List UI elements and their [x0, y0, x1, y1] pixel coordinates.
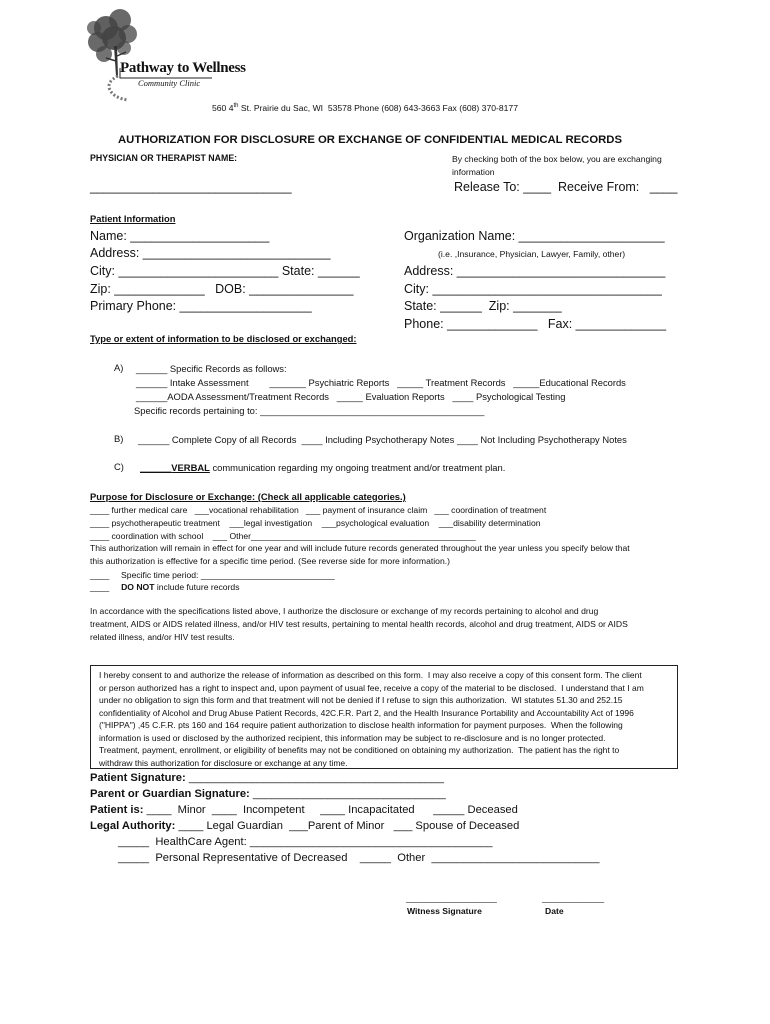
effect-text-2: this authorization is effective for a specific time period. (See reverse side for more information.) — [90, 556, 450, 566]
patient-zip-dob-field[interactable]: Zip: _____________ DOB: _______________ — [90, 282, 354, 296]
option-b-label: B) — [114, 433, 124, 444]
organization-hint: (i.e. ,Insurance, Physician, Lawyer, Family, other) — [438, 249, 626, 259]
patient-status-row[interactable]: Patient is: ____ Minor ____ Incompetent ____ Incapacitated _____ Deceased — [90, 804, 518, 816]
purpose-row-2[interactable]: ____ psychotherapeutic treatment ___legal investigation ___psychological evaluation ___disability determination — [90, 518, 541, 528]
specific-records-check[interactable]: ______ Specific Records as follows: — [136, 363, 287, 374]
option-a-label: A) — [114, 362, 124, 373]
consent-line: under no obligation to sign this form and that treatment will not be denied if I refuse to sign this authorization. WI statutes 51.30 and 252.15 — [99, 695, 623, 705]
legal-authority-row[interactable]: Legal Authority: ____ Legal Guardian ___Parent of Minor ___ Spouse of Deceased — [90, 820, 520, 832]
specific-records-pertaining-field[interactable]: Specific records pertaining to: ___________________________________________ — [134, 405, 485, 416]
guardian-signature-field[interactable]: Parent or Guardian Signature: _______________________________ — [90, 788, 446, 800]
witness-signature-label: Witness Signature — [407, 906, 482, 916]
organization-name-field[interactable]: Organization Name: _____________________ — [404, 229, 665, 243]
consent-box — [90, 665, 678, 769]
patient-city-state-field[interactable]: City: _______________________ State: ______ — [90, 264, 360, 278]
specific-time-period-field[interactable]: ____ Specific time period: ____________________________ — [90, 570, 335, 580]
accordance-text-2: treatment, AIDS or AIDS related illness, and/or HIV test results, pertaining to mental health records, alcohol and drug treatment, AIDS or AIDS — [90, 619, 628, 629]
exchange-note: By checking both of the box below, you are exchanging — [452, 154, 662, 164]
consent-line: confidentiality of Alcohol and Drug Abuse Patient Records, 42C.F.R. Part 2, and the Health Insurance Portability and Accountability Act of 1996 — [99, 707, 634, 718]
purpose-heading: Purpose for Disclosure or Exchange: (Check all applicable categories.) — [90, 491, 406, 502]
physician-label: PHYSICIAN OR THERAPIST NAME: — [90, 153, 238, 163]
purpose-row-1[interactable]: ____ further medical care ___vocational rehabilitation ___ payment of insurance claim ___ coordination of treatment — [90, 505, 547, 515]
consent-line: Treatment, payment, enrollment, or eligibility of benefits may not be conditioned on obtaining my authorization. The patient has the right to — [99, 745, 620, 755]
witness-signature-line[interactable]: ___________________ — [406, 893, 497, 903]
personal-representative-row[interactable]: _____ Personal Representative of Decreased _____ Other ___________________________ — [118, 852, 600, 864]
purpose-row-3[interactable]: ____ coordination with school ___ Other_______________________________________________ — [90, 531, 476, 541]
exchange-note-2: information — [452, 167, 495, 177]
organization-state-zip-field[interactable]: State: ______ Zip: _______ — [404, 299, 562, 313]
healthcare-agent-field[interactable]: _____ HealthCare Agent: _______________________________________ — [118, 836, 493, 848]
logo-subtitle: Community Clinic — [138, 78, 201, 88]
patient-name-field[interactable]: Name: ____________________ — [90, 229, 270, 243]
accordance-text-3: related illness, and/or HIV test results. — [90, 632, 235, 642]
record-types-row-2[interactable]: ______AODA Assessment/Treatment Records _____ Evaluation Reports ____ Psychological Testing — [136, 391, 566, 402]
consent-line: ("HIPPA") ,45 C.F.R. pts 160 and 164 require patient authorization to disclose health information for payment purposes. When the following — [99, 720, 623, 730]
consent-line: withdraw this authorization for disclosure or exchange at any time. — [99, 757, 348, 768]
release-receive-checks[interactable]: Release To: ____ Receive From: ____ — [454, 180, 678, 194]
verbal-communication-row[interactable]: ______VERBAL communication regarding my ongoing treatment and/or treatment plan. — [140, 462, 506, 473]
option-c-label: C) — [114, 461, 124, 472]
consent-line: information is used or disclosed by the authorized recipient, this information may be subject to re-disclosure and is no longer protected. — [99, 732, 606, 743]
consent-line: I hereby consent to and authorize the release of information as described on this form. I may also receive a copy of this consent form. The client — [99, 670, 642, 680]
effect-text-1: This authorization will remain in effect for one year and will include future records generated throughout the year unless you specify below that — [90, 543, 630, 553]
clinic-address: 560 4th St. Prairie du Sac, WI 53578 Phone (608) 643-3663 Fax (608) 370-8177 — [212, 103, 518, 113]
organization-city-field[interactable]: City: _________________________________ — [404, 282, 662, 296]
organization-phone-fax-field[interactable]: Phone: _____________ Fax: _____________ — [404, 317, 667, 331]
patient-info-heading: Patient Information — [90, 213, 176, 224]
exclude-future-records-check[interactable]: ____ DO NOT include future records — [90, 582, 240, 592]
complete-copy-row[interactable]: ______ Complete Copy of all Records ____ Including Psychotherapy Notes ____ Not Including Psychotherapy Notes — [138, 434, 627, 445]
physician-name-line[interactable]: _____________________________ — [90, 180, 292, 194]
patient-signature-field[interactable]: Patient Signature: _________________________________________ — [90, 772, 444, 784]
date-label: Date — [545, 906, 564, 916]
record-types-row-1[interactable]: ______ Intake Assessment _______ Psychiatric Reports _____ Treatment Records _____Educational Records — [136, 377, 626, 388]
organization-address-field[interactable]: Address: ______________________________ — [404, 264, 666, 278]
date-line[interactable]: _____________ — [542, 893, 605, 903]
patient-phone-field[interactable]: Primary Phone: ___________________ — [90, 299, 312, 313]
form-title: AUTHORIZATION FOR DISCLOSURE OR EXCHANGE OF CONFIDENTIAL MEDICAL RECORDS — [118, 134, 622, 146]
accordance-text-1: In accordance with the specifications listed above, I authorize the disclosure or exchange of my records pertaining to alcohol and drug — [90, 606, 599, 616]
logo-name: Pathway to Wellness — [120, 60, 246, 76]
consent-line: or person authorized has a right to inspect and, upon payment of usual fee, receive a copy of the material to be disclosed. I understand that I am — [99, 682, 644, 693]
patient-address-field[interactable]: Address: ___________________________ — [90, 246, 331, 260]
info-type-heading: Type or extent of information to be disclosed or exchanged: — [90, 333, 357, 344]
